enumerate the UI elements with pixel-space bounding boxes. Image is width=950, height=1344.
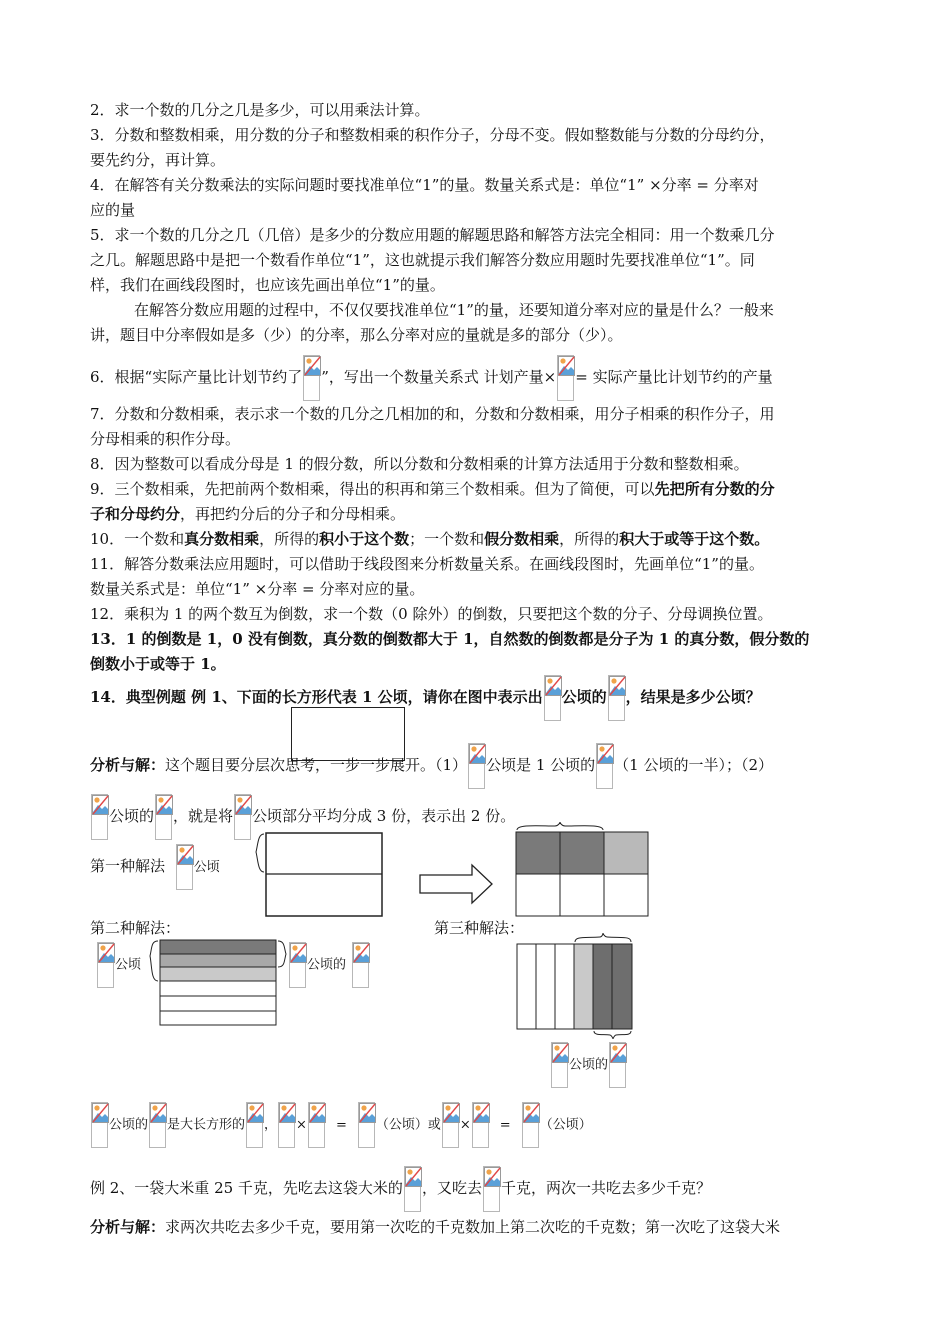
- item-5-line4: 在解答分数应用题的过程中，不仅仅要找准单位“1”的量，还要知道分率对应的量是什么？一般来: [134, 301, 774, 319]
- example-2-text-b: ，又吃去: [421, 1179, 482, 1197]
- item-5-line1: 5．求一个数的几分之几（几倍）是多少的分数应用题的解题思路和解答方法完全相同：用一个数乘几分: [90, 226, 775, 244]
- example-1-text-b: 公顷的: [561, 688, 607, 706]
- example-2-line: [90, 1165, 870, 1212]
- result-text-c: ，: [264, 1117, 278, 1133]
- solution-2-left-label: [96, 942, 141, 989]
- item-12: 12．乘积为 1 的两个数互为倒数，求一个数（0 除外）的倒数，只要把这个数的分子、分母调换位置。: [90, 605, 773, 623]
- analysis2-text-c: 公顷部分平均分成 3 份，表示出 2 份。: [252, 807, 516, 825]
- fraction-image-icon: [472, 1102, 489, 1148]
- solution-3-title: 第三种解法：: [434, 919, 525, 937]
- item-6-text-a: 6．根据“实际产量比计划节约了: [90, 368, 303, 386]
- analysis-text-c: （1 公顷的一半）；（2）: [614, 756, 774, 774]
- fraction-image-icon: [308, 1102, 325, 1148]
- example-2-text-c: 千克，两次一共吃去多少千克？: [500, 1179, 711, 1197]
- item-7-line2: 分母相乘的积作分母。: [90, 430, 241, 448]
- solution-3-label: [550, 1042, 627, 1089]
- solution-2-title: 第二种解法：: [90, 919, 181, 937]
- fraction-image-icon: [155, 794, 172, 840]
- fraction-image-icon: [234, 794, 251, 840]
- example-1-text-a: 14．典型例题 例 1、下面的长方形代表 1 公顷，请你在图中表示出: [90, 688, 543, 706]
- solution-1-title: 第一种解法: [90, 857, 166, 875]
- item-11-line2: 数量关系式是：单位“1” ×分率 = 分率对应的量。: [90, 580, 425, 598]
- item-3-line1: 3．分数和整数相乘，用分数的分子和整数相乘的积作分子，分母不变。假如整数能与分数的分母约分，: [90, 126, 775, 144]
- item-2: 2．求一个数的几分之几是多少，可以用乘法计算。: [90, 101, 430, 119]
- result-text-i: （公顷）: [539, 1117, 592, 1133]
- solution-3-diagram: [510, 932, 640, 1042]
- analysis-line-3: [90, 1215, 880, 1240]
- item-3-line2: 要先约分，再计算。: [90, 151, 226, 169]
- item-9-text-a: 9．三个数相乘，先把前两个数相乘，得出的积再和第三个数相乘。但为了简便，可以: [90, 480, 655, 498]
- fraction-image-icon: [522, 1102, 539, 1148]
- analysis2-text-a: 公顷的: [109, 807, 155, 825]
- analysis-label: 分析与解：: [90, 756, 166, 774]
- fraction-image-icon: [483, 1166, 500, 1212]
- item-10-h: 积大于或等于这个数。: [619, 530, 770, 548]
- fraction-image-icon: [303, 355, 320, 401]
- item-7-line1: 7．分数和分数相乘，表示求一个数的几分之几相加的和，分数和分数相乘，用分子相乘的积作分子，用: [90, 405, 775, 423]
- item-5-line3: 样，我们在画线段图时，也应该先画出单位“1”的量。: [90, 276, 445, 294]
- fraction-image-icon: [557, 355, 574, 401]
- analysis-3-text: 求两次共吃去多少千克，要用第一次吃的千克数加上第二次吃的千克数；第一次吃了这袋大米: [165, 1218, 781, 1236]
- fraction-image-icon: [91, 1102, 108, 1148]
- fraction-image-icon: [551, 1042, 568, 1088]
- item-9-bold-b: 子和分母约分: [90, 505, 181, 523]
- item-4-line1: 4．在解答有关分数乘法的实际问题时要找准单位“1”的量。数量关系式是：单位“1” ×分率 = 分率对: [90, 176, 759, 194]
- document-body: [90, 98, 870, 677]
- solution-1-unit: 公顷: [193, 860, 220, 875]
- fraction-image-icon: [468, 743, 485, 789]
- fraction-image-icon: [246, 1102, 263, 1148]
- analysis-text-b: 公顷是 1 公顷的: [486, 756, 596, 774]
- result-text-a: 公顷的: [109, 1117, 149, 1133]
- item-6: [90, 352, 870, 402]
- result-line: [90, 1102, 592, 1149]
- equals-sign: =: [335, 1117, 347, 1133]
- item-13-line2: 倒数小于或等于 1。: [90, 655, 226, 673]
- item-4-line2: 应的量: [90, 201, 136, 219]
- fraction-image-icon: [608, 675, 625, 721]
- item-8: 8．因为整数可以看成分母是 1 的假分数，所以分数和分数相乘的计算方法适用于分数和整数相乘。: [90, 455, 749, 473]
- fraction-image-icon: [91, 794, 108, 840]
- item-5-line5: 讲，题目中分率假如是多（少）的分率，那么分率对应的量就是多的部分（少）。: [90, 326, 623, 344]
- item-9-text-b: ，再把约分后的分子和分母相乘。: [180, 505, 406, 523]
- item-10-e: ；一个数和: [409, 530, 485, 548]
- solution-2-diagram: [145, 936, 295, 1028]
- item-13-line1: 13．1 的倒数是 1，0 没有倒数，真分数的倒数都大于 1，自然数的倒数都是分子为 1 的真分数，假分数的: [90, 630, 810, 648]
- solution-1-label: [90, 843, 220, 891]
- fraction-image-icon: [358, 1102, 375, 1148]
- result-text-f: （公顷）或: [375, 1117, 441, 1133]
- solution-2-right-label: [288, 942, 370, 989]
- analysis-3-label: 分析与解：: [90, 1218, 166, 1236]
- fraction-image-icon: [544, 675, 561, 721]
- times-sign-2: ×: [459, 1117, 471, 1133]
- item-5-line2: 之几。解题思路中是把一个数看作单位“1”，这也就提示我们解答分数应用题时先要找准单位“1”。同: [90, 251, 755, 269]
- times-sign: ×: [296, 1117, 307, 1133]
- example-1-heading: [90, 674, 870, 721]
- fraction-image-icon: [609, 1042, 626, 1088]
- fraction-image-icon: [289, 942, 306, 988]
- item-10-a: 10．一个数和: [90, 530, 185, 548]
- example-2-text-a: 例 2、一袋大米重 25 千克，先吃去这袋大米的: [90, 1179, 403, 1197]
- item-10-d: 积小于这个数: [319, 530, 410, 548]
- fraction-image-icon: [97, 942, 114, 988]
- solution-2-unit: 公顷: [115, 957, 142, 973]
- item-10-g: ，所得的: [559, 530, 620, 548]
- fraction-image-icon: [352, 942, 369, 988]
- item-11-line1: 11．解答分数乘法应用题时，可以借助于线段图来分析数量关系。在画线段图时，先画单位“1”的量。: [90, 555, 764, 573]
- item-9-line2: [90, 502, 870, 527]
- result-text-b: 是大长方形的: [167, 1117, 246, 1133]
- equals-sign-2: =: [499, 1117, 511, 1133]
- item-10: [90, 527, 870, 552]
- item-10-c: ，所得的: [259, 530, 320, 548]
- item-9-bold-a: 先把所有分数的分: [654, 480, 775, 498]
- fraction-image-icon: [176, 844, 193, 890]
- item-10-b: 真分数相乘: [184, 530, 260, 548]
- solution-1-diagram: [250, 822, 660, 922]
- fraction-image-icon: [442, 1102, 459, 1148]
- example-1-text-c: ，结果是多少公顷？: [625, 688, 761, 706]
- item-6-text-b: ”，写出一个数量关系式 计划产量×: [321, 368, 557, 386]
- fraction-image-icon: [149, 1102, 166, 1148]
- solution-3-of-label: 公顷的: [569, 1057, 609, 1073]
- analysis2-text-b: ，就是将: [173, 807, 234, 825]
- solution-2-of-label: 公顷的: [307, 957, 347, 973]
- item-6-text-c: = 实际产量比计划节约的产量: [575, 368, 773, 386]
- item-10-f: 假分数相乘: [484, 530, 560, 548]
- item-9-line1: [90, 477, 870, 502]
- fraction-image-icon: [404, 1166, 421, 1212]
- fraction-image-icon: [278, 1102, 295, 1148]
- analysis-line-1: [90, 742, 870, 789]
- fraction-image-icon: [596, 743, 613, 789]
- analysis-text-a: 这个题目要分层次思考，一步一步展开。（1）: [165, 756, 468, 774]
